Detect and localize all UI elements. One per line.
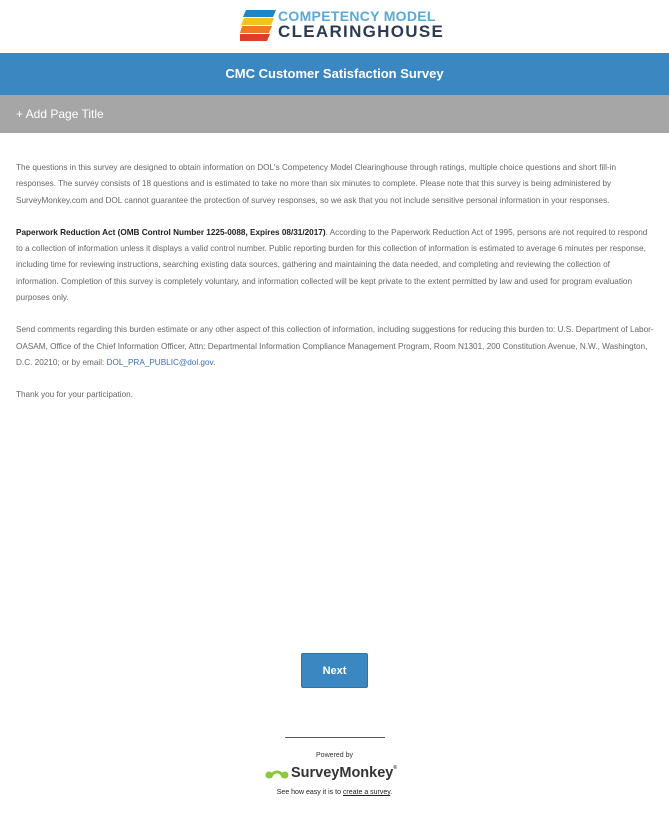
create-survey-note — [0, 789, 669, 796]
site-header — [0, 0, 669, 53]
cmc-logo-icon — [240, 10, 276, 42]
powered-by-label: Powered by — [316, 752, 353, 759]
thanks-paragraph: Thank you for your participation. — [16, 390, 133, 400]
surveymonkey-brand: SurveyMonkey — [291, 765, 394, 781]
surveymonkey-logo-icon — [265, 766, 289, 782]
intro-paragraph: The questions in this survey are designed to obtain information on DOL's Competency Model Clearinghouse through ratings, multiple choice questions and short fill-in responses. The survey consists of 18 questions and is estimated to take no more than six minutes to complete. Please note that this survey is being administered by SurveyMonkey.com and DOL cannot guarantee the protection of survey responses, so we ask that you not include sensitive personal information in your responses. — [16, 163, 617, 205]
registered-mark: ® — [393, 765, 398, 771]
surveymonkey-logo[interactable] — [265, 764, 405, 786]
see-how-prefix: See how easy it is to — [276, 789, 343, 796]
pra-paragraph — [16, 225, 654, 306]
see-how-suffix: . — [390, 789, 393, 796]
page-title-bar — [0, 95, 669, 133]
pra-text: . According to the Paperwork Reduction Act of 1995, persons are not required to respond to a collection of information unless it displays a valid control number. Public reporting burden for this collection of information is estimated to average 6 minutes per response, including time for reviewing instructions, searching existing data sources, gathering and maintaining the data needed, and completing and reviewing the collection of information. Completion of this survey is completely voluntary, and information collected will be kept private to the extent permitted by law and used for program evaluation purposes only. — [16, 227, 648, 303]
next-button[interactable]: Next — [301, 653, 368, 688]
surveymonkey-wordmark — [291, 765, 397, 781]
comments-text: Send comments regarding this burden estimate or any other aspect of this collection of information, including suggestions for reducing this burden to: U.S. Department of Labor-OASAM, Office of the Chief Information Officer, Attn: Departmental Information Compliance Management Program, Room N1301, 200 Constitution Avenue, N.W., Washington, D.C. 20210; or by email: — [16, 325, 654, 367]
email-link[interactable]: DOL_PRA_PUBLIC@dol.gov — [106, 357, 214, 367]
create-survey-link[interactable]: create a survey — [342, 789, 391, 796]
comments-end: . — [213, 357, 216, 367]
footer-divider — [285, 737, 385, 738]
logo-text-line2: CLEARINGHOUSE — [278, 22, 445, 41]
survey-title: CMC Customer Satisfaction Survey — [225, 66, 444, 81]
survey-intro — [16, 160, 654, 420]
comments-paragraph — [16, 322, 654, 371]
pra-heading: Paperwork Reduction Act (OMB Control Number 1225-0088, Expires 08/31/2017) — [16, 227, 326, 237]
survey-title-bar — [0, 53, 669, 95]
cmc-logo[interactable] — [240, 8, 445, 44]
logo-text-line1: COMPETENCY MODEL — [278, 8, 436, 24]
add-page-title-button[interactable]: + Add Page Title — [16, 107, 104, 121]
